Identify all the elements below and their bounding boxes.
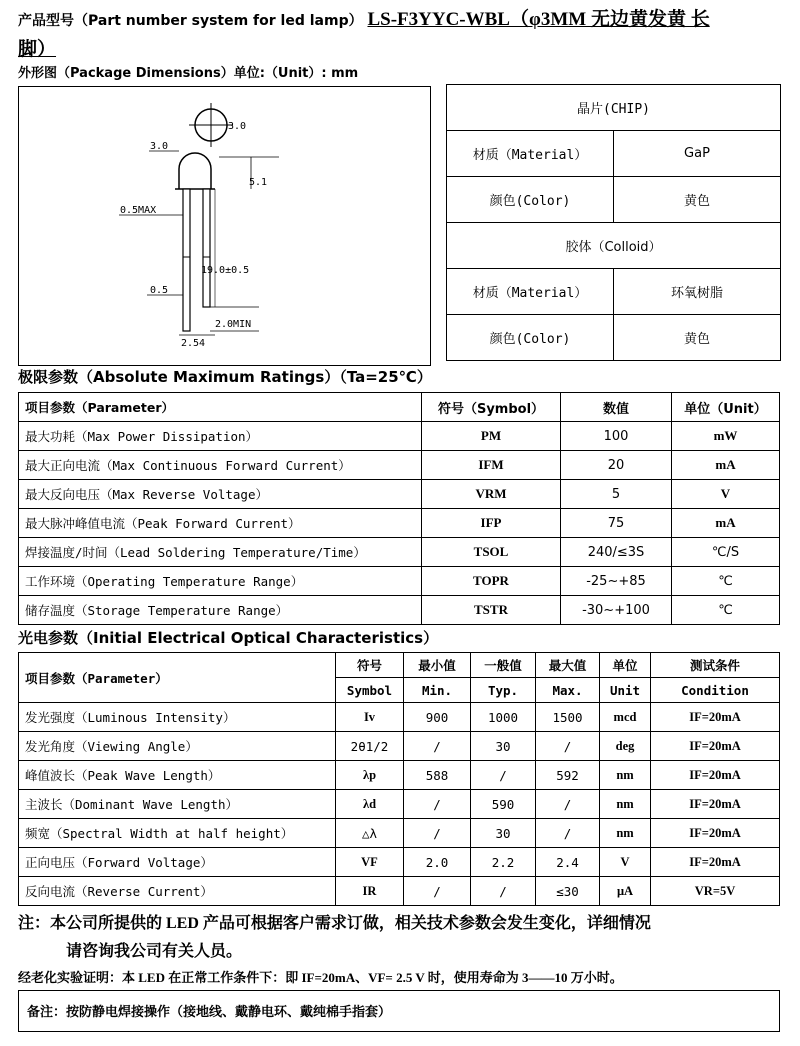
ratings-header-symbol: 符号（Symbol） (422, 393, 561, 422)
table-row (19, 422, 780, 451)
optical-unit: nm (600, 761, 651, 790)
colloid-color-label: 颜色(Color) (447, 315, 614, 361)
optical-max: 2.4 (536, 848, 600, 877)
optical-unit: nm (600, 790, 651, 819)
optical-header-typ-cn: 一般值 (471, 653, 536, 678)
optical-min: 2.0 (404, 848, 471, 877)
optical-symbol: λp (336, 761, 404, 790)
rating-unit: ℃ (672, 567, 780, 596)
optical-min: / (404, 732, 471, 761)
optical-param: 发光角度（Viewing Angle） (19, 732, 336, 761)
optical-typ: 30 (471, 819, 536, 848)
optical-min: 900 (404, 703, 471, 732)
optical-max: 592 (536, 761, 600, 790)
optical-min: / (404, 877, 471, 906)
optical-unit: mcd (600, 703, 651, 732)
optical-unit: deg (600, 732, 651, 761)
optical-param: 峰值波长（Peak Wave Length） (19, 761, 336, 790)
optical-header-max-en: Max. (536, 678, 600, 703)
optical-param: 发光强度（Luminous Intensity） (19, 703, 336, 732)
package-title: 外形图（Package Dimensions）单位:（Unit）: mm (18, 66, 359, 81)
rating-symbol: IFP (422, 509, 561, 538)
model-number: LS-F3YYC-WBL（φ3MM 无边黄发黄 长 (367, 9, 710, 30)
dim-lead-width: 0.5 (150, 285, 169, 296)
remark-text: 备注：按防静电焊接操作（接地线、戴静电环、戴纯棉手指套） (27, 1005, 392, 1020)
optical-symbol: △λ (336, 819, 404, 848)
rating-value: 5 (561, 480, 672, 509)
optical-title: 光电参数（Initial Electrical Optical Characteristics） (18, 629, 439, 647)
optical-typ: / (471, 761, 536, 790)
optical-max: ≤30 (536, 877, 600, 906)
rating-value: -30~+100 (561, 596, 672, 625)
remark-box (18, 990, 780, 1032)
optical-header-unit-en: Unit (600, 678, 651, 703)
rating-unit: V (672, 480, 780, 509)
optical-param: 主波长（Dominant Wave Length） (19, 790, 336, 819)
chip-colloid-table (446, 84, 781, 361)
rating-unit: ℃ (672, 596, 780, 625)
rating-param: 最大正向电流（Max Continuous Forward Current） (19, 451, 422, 480)
led-body (179, 153, 211, 189)
rating-symbol: PM (422, 422, 561, 451)
dim-lead-length: 19.0±0.5 (201, 265, 250, 276)
optical-header-symbol-cn: 符号 (336, 653, 404, 678)
optical-param: 频宽（Spectral Width at half height） (19, 819, 336, 848)
model-number-continued: 脚） (18, 39, 57, 60)
optical-param: 正向电压（Forward Voltage） (19, 848, 336, 877)
package-drawing (18, 86, 431, 366)
optical-cond: VR=5V (651, 877, 780, 906)
optical-unit: V (600, 848, 651, 877)
rating-param: 最大反向电压（Max Reverse Voltage） (19, 480, 422, 509)
optical-typ: 1000 (471, 703, 536, 732)
optical-min: 588 (404, 761, 471, 790)
colloid-title: 胶体（Colloid） (447, 223, 781, 269)
optical-max: / (536, 732, 600, 761)
dim-body-height: 5.1 (249, 177, 268, 188)
rating-value: 100 (561, 422, 672, 451)
rating-param: 最大功耗（Max Power Dissipation） (19, 422, 422, 451)
optical-min: / (404, 819, 471, 848)
optical-symbol: Iv (336, 703, 404, 732)
table-row (19, 703, 780, 732)
rating-value: 20 (561, 451, 672, 480)
chip-material-label: 材质（Material） (447, 131, 614, 177)
optical-typ: 30 (471, 732, 536, 761)
chip-color-value: 黄色 (614, 177, 781, 223)
rating-value: -25~+85 (561, 567, 672, 596)
optical-header-cond-cn: 测试条件 (651, 653, 780, 678)
optical-symbol: VF (336, 848, 404, 877)
dim-body-width: 3.0 (150, 141, 169, 152)
rating-value: 75 (561, 509, 672, 538)
optical-symbol: 2θ1/2 (336, 732, 404, 761)
table-row (19, 877, 780, 906)
rating-param: 焊接温度/时间（Lead Soldering Temperature/Time） (19, 538, 422, 567)
rating-unit: ℃/S (672, 538, 780, 567)
optical-header-min-cn: 最小值 (404, 653, 471, 678)
optical-typ: 2.2 (471, 848, 536, 877)
table-row (19, 538, 780, 567)
optical-cond: IF=20mA (651, 732, 780, 761)
dim-top-diameter: 3.0 (228, 121, 247, 132)
optical-max: / (536, 790, 600, 819)
optical-max: / (536, 819, 600, 848)
dim-lead-pitch: 2.54 (181, 338, 206, 349)
lead-left (183, 189, 190, 331)
chip-title: 晶片(CHIP) (447, 85, 781, 131)
optical-cond: IF=20mA (651, 790, 780, 819)
colloid-color-value: 黄色 (614, 315, 781, 361)
colloid-material-value: 环氧树脂 (614, 269, 781, 315)
note-line-2: 请咨询我公司有关人员。 (66, 943, 243, 960)
optical-header-typ-en: Typ. (471, 678, 536, 703)
rating-unit: mW (672, 422, 780, 451)
rating-symbol: TSOL (422, 538, 561, 567)
optical-typ: / (471, 877, 536, 906)
ratings-header-value: 数值 (561, 393, 672, 422)
optical-cond: IF=20mA (651, 819, 780, 848)
optical-cond: IF=20mA (651, 761, 780, 790)
table-row (19, 509, 780, 538)
rating-symbol: TOPR (422, 567, 561, 596)
led-outline-drawing (19, 87, 430, 365)
optical-param: 反向电流（Reverse Current） (19, 877, 336, 906)
table-row (19, 790, 780, 819)
optical-header-unit-cn: 单位 (600, 653, 651, 678)
title-line (18, 4, 710, 31)
ratings-header-param: 项目参数（Parameter） (19, 393, 422, 422)
rating-symbol: IFM (422, 451, 561, 480)
table-row (19, 567, 780, 596)
table-row (19, 732, 780, 761)
optical-unit: nm (600, 819, 651, 848)
optical-cond: IF=20mA (651, 703, 780, 732)
aging-statement: 经老化实验证明：本 LED 在正常工作条件下：即 IF=20mA、VF= 2.5 V 时，使用寿命为 3——10 万小时。 (18, 970, 623, 985)
ratings-table (18, 392, 780, 625)
optical-symbol: IR (336, 877, 404, 906)
optical-min: / (404, 790, 471, 819)
optical-header-param: 项目参数（Parameter） (19, 653, 336, 703)
optical-table (18, 652, 780, 906)
chip-material-value: GaP (614, 131, 781, 177)
rating-value: 240/≤3S (561, 538, 672, 567)
rating-param: 最大脉冲峰值电流（Peak Forward Current） (19, 509, 422, 538)
table-row (19, 480, 780, 509)
part-number-label: 产品型号（Part number system for led lamp） (18, 13, 363, 29)
optical-cond: IF=20mA (651, 848, 780, 877)
optical-typ: 590 (471, 790, 536, 819)
rating-symbol: TSTR (422, 596, 561, 625)
ratings-header-unit: 单位（Unit） (672, 393, 780, 422)
optical-symbol: λd (336, 790, 404, 819)
lead-right (203, 189, 210, 307)
table-row (19, 596, 780, 625)
colloid-material-label: 材质（Material） (447, 269, 614, 315)
dim-lead-max: 0.5MAX (120, 205, 157, 216)
table-row (19, 761, 780, 790)
rating-param: 储存温度（Storage Temperature Range） (19, 596, 422, 625)
ratings-title: 极限参数（Absolute Maximum Ratings）（Ta=25℃） (18, 368, 432, 386)
rating-unit: mA (672, 451, 780, 480)
chip-color-label: 颜色(Color) (447, 177, 614, 223)
optical-header-cond-en: Condition (651, 678, 780, 703)
rating-param: 工作环境（Operating Temperature Range） (19, 567, 422, 596)
optical-header-max-cn: 最大值 (536, 653, 600, 678)
rating-symbol: VRM (422, 480, 561, 509)
rating-unit: mA (672, 509, 780, 538)
optical-header-symbol-en: Symbol (336, 678, 404, 703)
table-row (19, 848, 780, 877)
dim-lead-min: 2.0MIN (215, 319, 252, 330)
note-line-1: 注：本公司所提供的 LED 产品可根据客户需求订做，相关技术参数会发生变化，详细情况 (18, 915, 651, 932)
table-row (19, 819, 780, 848)
optical-header-min-en: Min. (404, 678, 471, 703)
optical-unit: μA (600, 877, 651, 906)
table-row (19, 451, 780, 480)
optical-max: 1500 (536, 703, 600, 732)
